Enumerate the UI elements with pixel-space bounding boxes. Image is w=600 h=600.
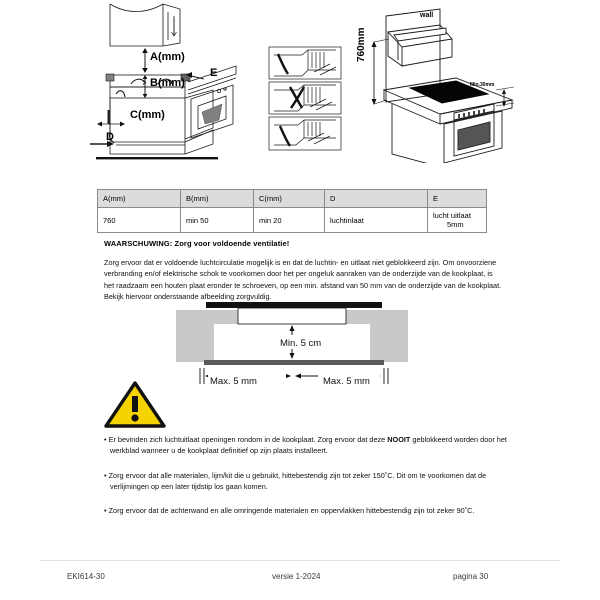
max-right-gap-annotation: Max. 5 mm [323,376,370,387]
cell-e [428,208,487,233]
table-header-e: E [428,190,487,208]
table-row [98,208,487,233]
height-dimension-label: 760mm [356,27,367,62]
installation-notes-list [104,434,508,516]
list-item [104,434,508,457]
specification-table [97,189,487,233]
warning-title: WAARSCHUWING: Zorg voor voldoende ventilatie! [104,239,290,248]
dimension-label-b: B(mm) [150,77,185,89]
list-item [104,505,508,516]
cell-a: 760 [98,208,181,233]
footer-version: versie 1-2024 [272,572,321,581]
perspective-installation-diagram [352,8,522,163]
side-section-diagram [88,2,273,162]
min-gap-label: Min.30mm [470,82,495,88]
warning-triangle-svg [104,381,166,428]
ventilation-options-svg [268,46,354,152]
cell-c: min 20 [254,208,325,233]
dimension-label-e: E [210,67,218,79]
ventilation-options-diagram [268,46,354,152]
table-header-row [98,190,487,208]
dimension-label-d: D [106,131,114,143]
list-item [104,470,508,493]
ventilation-warning-block [104,239,504,302]
cell-e-value: 5mm [447,220,464,229]
bullet-1-strong: NOOIT [387,435,411,444]
diagram-band [0,0,600,178]
wall-label: wall [420,12,434,19]
max-left-gap-annotation: Max. 5 mm [210,376,257,387]
bullet-2-text: • Zorg ervoor dat alle materialen, lijm/kit die u gebruikt, hittebestendig zijn tot zeker 150˚C. Dit om te voorkomen dat de verlijmingen op een later tijdstip los gaan komen. [104,470,487,491]
cell-b: min 50 [181,208,254,233]
footer-divider [40,560,560,561]
dimension-label-a: A(mm) [150,51,185,63]
page-footer [40,572,560,586]
warning-body: Zorg ervoor dat er voldoende luchtcirculatie mogelijk is en dat de luchtin- en uitlaat niet geblokkeerd zijn. Om onvoorziene verbranding en/of elektrische schok te voorkomen door het per ongeluk aanraken van de onderzijde van de kookplaat, is het raadzaam een houten plaat eronder te schroeven, op een min. afstand van 50 mm van de onderzijde van de kookplaat. Bekijk hiervoor onderstaande afbeelding zorgvuldig. [104,258,502,301]
table-header-b: B(mm) [181,190,254,208]
bullet-1-before: • Er bevinden zich luchtuitlaat openingen rondom in de kookplaat. Zorg ervoor dat deze [104,435,388,444]
min-gap-annotation: Min. 5 cm [280,338,322,349]
table-header-a: A(mm) [98,190,181,208]
footer-model-code: EKI614-30 [67,572,105,581]
cell-e-text: lucht uitlaat [433,211,471,220]
cell-d: luchtinlaat [325,208,428,233]
dimension-label-c: C(mm) [130,109,165,121]
perspective-installation-svg [352,8,522,163]
warning-triangle-icon [104,381,166,428]
bullet-3-text: • Zorg ervoor dat de achterwand en alle omringende materialen en oppervlakken hittebestendig zijn tot zeker 90˚C. [104,506,475,516]
table-header-c: C(mm) [254,190,325,208]
table-header-d: D [325,190,428,208]
footer-page-number: pagina 30 [453,572,489,581]
bullet-1-after: geblokkeerd worden door het werkblad wanneer u de kookplaat definitief op zijn plaats installeert. [110,435,507,456]
cross-section-diagram [168,302,416,394]
